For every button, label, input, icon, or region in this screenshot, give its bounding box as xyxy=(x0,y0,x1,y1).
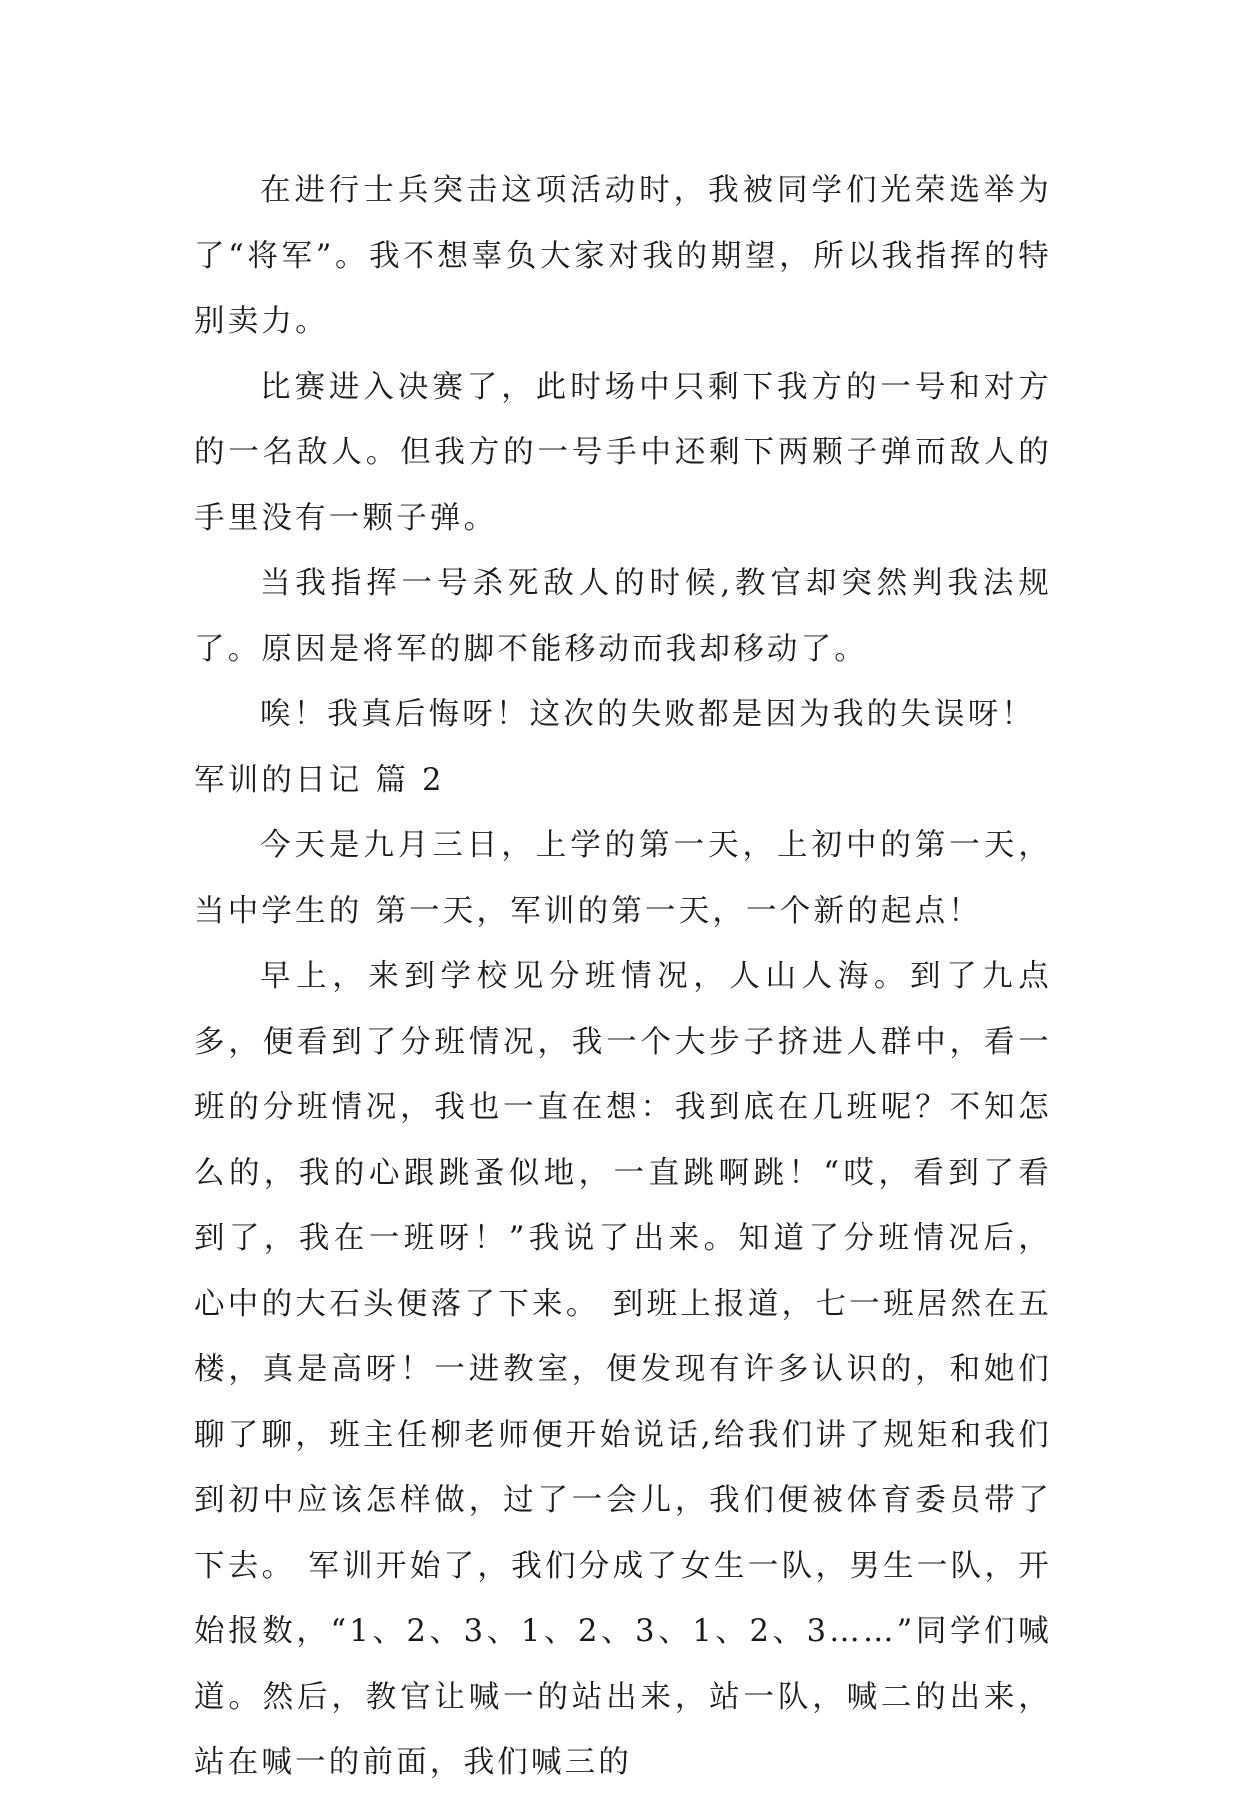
section-heading: 军训的日记 篇 2 xyxy=(194,762,445,798)
paragraph-foul-ruling: 当我指挥一号杀死敌人的时候,教官却突然判我法规了。原因是将军的脚不能移动而我却移动了。 xyxy=(194,566,1052,667)
paragraph-class-assignment: 早上，来到学校见分班情况，人山人海。到了九点多，便看到了分班情况，我一个大步子挤进人群中，看一班的分班情况，我也一直在想：我到底在几班呢？不知怎么的，我的心跟跳蚤似地，一直跳啊跳！“哎，看到了看到了，我在一班呀！”我说了出来。知道了分班情况后，心中的大石头便落了下来。 到班上报道，七一班居然在五楼，真是高呀！一进教室，便发现有许多认识的，和她们聊了聊，班主任柳老师便开始说话,给我们讲了规矩和我们到初中应该怎样做，过了一会儿，我们便被体育委员带了下去。 军训开始了，我们分成了女生一队，男生一队，开始报数，“1、2、3、1、2、3、1、2、3……”同学们喊道。然后，教官让喊一的站出来，站一队，喊二的出来，站在喊一的前面，我们喊三的 xyxy=(194,959,1052,1780)
paragraph-first-day: 今天是九月三日，上学的第一天，上初中的第一天，当中学生的 第一天，军训的第一天，一个新的起点！ xyxy=(194,828,1052,929)
paragraph-regret: 唉！我真后悔呀！这次的失败都是因为我的失误呀！ xyxy=(260,697,1036,732)
paragraph-soldier-assault: 在进行士兵突击这项活动时，我被同学们光荣选举为了“将军”。我不想辜负大家对我的期望，所以我指挥的特别卖力。 xyxy=(194,173,1052,339)
paragraph-final-match: 比赛进入决赛了，此时场中只剩下我方的一号和对方的一名敌人。但我方的一号手中还剩下两颗子弹而敌人的手里没有一颗子弹。 xyxy=(194,369,1052,536)
document-body xyxy=(194,158,1052,1796)
